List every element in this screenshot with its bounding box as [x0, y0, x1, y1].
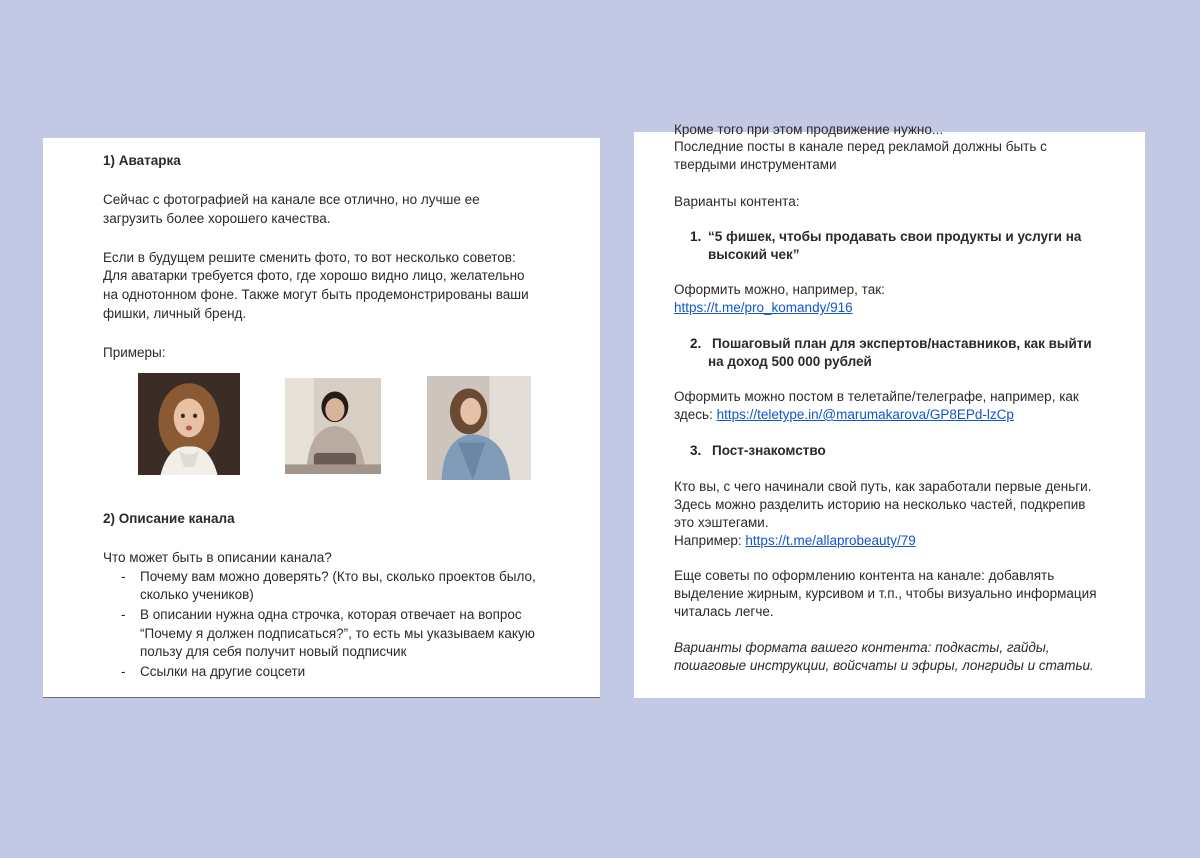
- paragraph-line: твердыми инструментами: [674, 157, 837, 172]
- cut-off-line: Кроме того при этом продвижение нужно...: [674, 122, 944, 137]
- list-number: 1.: [690, 229, 702, 244]
- list-dash: -: [121, 569, 126, 584]
- woman-portrait-icon: [285, 378, 381, 474]
- paragraph-line: Последние посты в канале перед рекламой должны быть с: [674, 139, 1047, 154]
- avatar-example-1: [138, 373, 240, 475]
- example-prefix: Например:: [674, 533, 746, 548]
- link-pro-komandy[interactable]: https://t.me/pro_komandy/916: [674, 300, 853, 315]
- list-item-line: “Почему я должен подписаться?”, то есть мы указываем какую: [140, 626, 535, 641]
- document-page-right: [634, 122, 1145, 698]
- list-item-title: “5 фишек, чтобы продавать свои продукты и услуги на: [708, 229, 1082, 244]
- italic-line: пошаговые инструкции, войсчаты и эфиры, лонгриды и статьи.: [674, 658, 1094, 673]
- list-item-line: сколько учеников): [140, 587, 254, 602]
- heading-channel-description: 2) Описание канала: [103, 511, 235, 526]
- note-line: Оформить можно постом в телетайпе/телеграфе, например, как: [674, 389, 1079, 404]
- examples-label: Примеры:: [103, 345, 166, 360]
- document-page-left: [43, 138, 600, 698]
- paragraph-line: фишки, личный бренд.: [103, 306, 247, 321]
- list-item-line: пользу для себя получит новый подписчик: [140, 644, 407, 659]
- note-line: Оформить можно, например, так:: [674, 282, 885, 297]
- paragraph-line: Кто вы, с чего начинали свой путь, как заработали первые деньги.: [674, 479, 1092, 494]
- variants-label: Варианты контента:: [674, 194, 800, 209]
- question-line: Что может быть в описании канала?: [103, 550, 332, 565]
- paragraph-line: читалась легче.: [674, 604, 774, 619]
- list-item-title: Пост-знакомство: [712, 443, 826, 458]
- note-line: [674, 405, 1014, 424]
- list-item-title: на доход 500 000 рублей: [708, 354, 872, 369]
- note-prefix: здесь:: [674, 407, 717, 422]
- italic-line: Варианты формата вашего контента: подкасты, гайды,: [674, 640, 1050, 655]
- paragraph-line: загрузить более хорошего качества.: [103, 211, 331, 226]
- paragraph-line: Для аватарки требуется фото, где хорошо видно лицо, желательно: [103, 268, 525, 283]
- list-item-title: высокий чек”: [708, 247, 800, 262]
- link-teletype[interactable]: https://teletype.in/@marumakarova/GP8EPd-lzCp: [716, 407, 1014, 422]
- list-number: 2.: [690, 336, 702, 351]
- link-allaprobeauty[interactable]: https://t.me/allaprobeauty/79: [745, 533, 916, 548]
- woman-portrait-icon: [138, 373, 240, 475]
- paragraph-line: на однотонном фоне. Также могут быть продемонстрированы ваши: [103, 287, 529, 302]
- list-item-line: Почему вам можно доверять? (Кто вы, сколько проектов было,: [140, 569, 536, 584]
- list-item-title: Пошаговый план для экспертов/наставников, как выйти: [712, 336, 1092, 351]
- paragraph-line: это хэштегами.: [674, 515, 769, 530]
- paragraph-line: Здесь можно разделить историю на несколько частей, подкрепив: [674, 497, 1086, 512]
- list-item-line: В описании нужна одна строчка, которая отвечает на вопрос: [140, 607, 522, 622]
- avatar-example-2: [285, 378, 381, 474]
- list-dash: -: [121, 664, 126, 679]
- list-item-line: Ссылки на другие соцсети: [140, 664, 306, 679]
- paragraph-line: Если в будущем решите сменить фото, то вот несколько советов:: [103, 250, 516, 265]
- woman-portrait-icon: [427, 376, 531, 480]
- list-number: 3.: [690, 443, 702, 458]
- heading-avatar: 1) Аватарка: [103, 153, 181, 168]
- paragraph-line: выделение жирным, курсивом и т.п., чтобы визуально информация: [674, 586, 1097, 601]
- list-dash: -: [121, 607, 126, 622]
- paragraph-line: Еще советы по оформлению контента на канале: добавлять: [674, 568, 1055, 583]
- note-line: [674, 531, 916, 550]
- paragraph-line: Сейчас с фотографией на канале все отлично, но лучше ее: [103, 192, 480, 207]
- avatar-example-3: [427, 376, 531, 480]
